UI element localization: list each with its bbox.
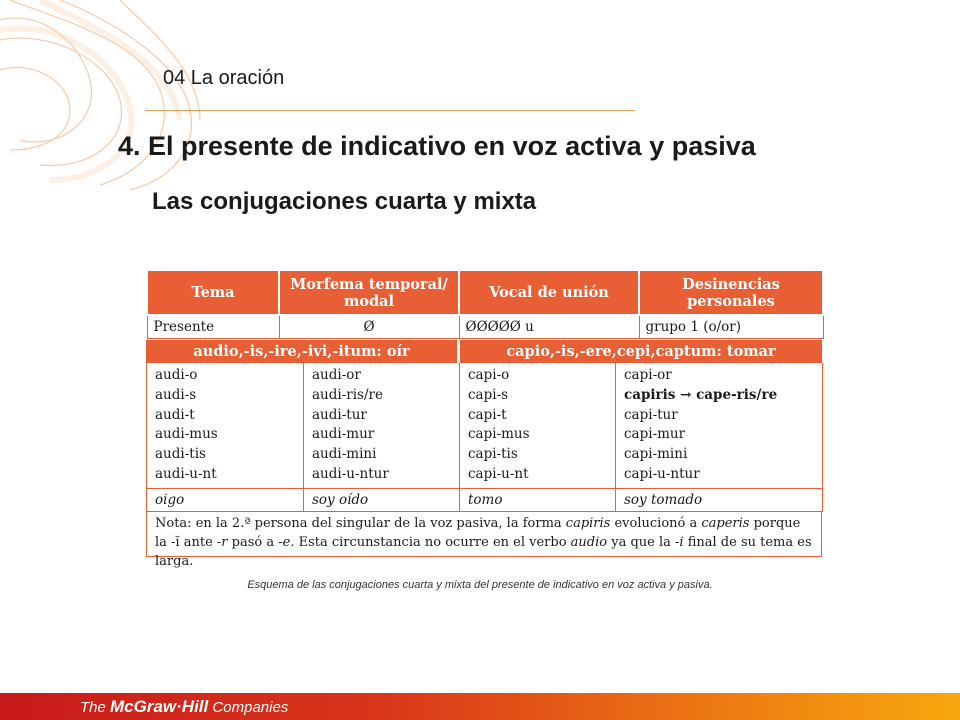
note-text: Nota: en la 2.ª persona del singular de la voz pasiva, la forma — [155, 515, 566, 531]
note-text: ya que la — [607, 534, 676, 550]
note-text: pasó a — [227, 534, 279, 550]
note-term: audio — [570, 534, 608, 550]
page-subtitle: Las conjugaciones cuarta y mixta — [152, 188, 537, 215]
col-audi-passive — [304, 363, 460, 488]
list-item: capi-tis — [468, 446, 518, 463]
note-text: . Esta circunstancia no ocurre en el verbo — [290, 534, 571, 550]
list-item: audi-or — [312, 367, 361, 383]
list-item: capi-tur — [624, 406, 678, 423]
header-cell-vocal: Vocal de unión — [459, 270, 639, 315]
present-cell-vocal: ØØØØØ u — [459, 315, 639, 339]
list-item: capi-u-ntur — [624, 465, 700, 482]
section-label: 04 La oración — [163, 67, 285, 89]
page-title: 4. El presente de indicativo en voz activa y pasiva — [118, 131, 756, 161]
note-text: evolucionó a — [610, 515, 702, 531]
conjugation-forms-table — [146, 363, 823, 512]
list-item: audi-u-nt — [155, 465, 217, 482]
list-item: capi-or — [624, 367, 672, 383]
list-item: capi-o — [468, 367, 510, 383]
note-term: -r — [216, 534, 228, 550]
list-item: capi-mur — [624, 426, 686, 443]
header-cell-tema: Tema — [147, 270, 279, 315]
col-capi-active — [460, 363, 616, 488]
verb-band-capio: capio,-is,-ere,cepi,captum: tomar — [460, 340, 822, 363]
list-item: audi-tur — [312, 406, 367, 423]
table-row — [147, 363, 823, 488]
note-text: final de su tema es larga. — [155, 534, 812, 569]
list-item-highlight: capiris → cape-ris/re — [624, 386, 778, 403]
verb-band — [146, 340, 822, 363]
note-term: caperis — [701, 515, 750, 531]
brand-prefix: The — [80, 699, 111, 716]
header-cell-morfema: Morfema temporal/ modal — [279, 270, 459, 315]
list-item: audi-mur — [312, 426, 375, 443]
list-item: capi-mus — [468, 426, 530, 443]
list-item: audi-u-ntur — [312, 465, 389, 482]
list-item: audi-t — [155, 406, 195, 423]
footer-bar — [0, 693, 960, 720]
header-cell-desinencias: Desinencias personales — [639, 270, 823, 315]
list-item: audi-mus — [155, 426, 218, 443]
list-item: audi-o — [155, 367, 198, 383]
verb-band-audio: audio,-is,-ire,-ivi,-itum: oír — [146, 340, 457, 363]
list-item: capi-s — [468, 386, 509, 403]
list-item: audi-mini — [312, 446, 377, 463]
present-row — [147, 315, 823, 339]
note-term: capiris — [565, 515, 611, 531]
present-cell-tema: Presente — [147, 315, 279, 339]
brand-name: McGraw·Hill — [110, 697, 209, 716]
translation-cell: soy tomado — [616, 488, 823, 511]
header-divider — [145, 110, 635, 111]
list-item: audi-s — [155, 386, 197, 403]
brand-suffix: Companies — [208, 699, 289, 716]
brand-logo — [80, 697, 288, 717]
list-item: audi-tis — [155, 446, 206, 463]
list-item: capi-t — [468, 406, 507, 423]
list-item: audi-ris/re — [312, 386, 383, 403]
present-cell-desinencias: grupo 1 (o/or) — [639, 315, 823, 339]
col-audi-active — [147, 363, 304, 488]
conjugation-table — [146, 269, 822, 569]
translation-cell: oigo — [147, 488, 304, 511]
col-capi-passive — [616, 363, 823, 488]
list-item: capi-u-nt — [468, 465, 529, 482]
note-text: porque la -ĭ ante — [155, 515, 801, 550]
note-term: -e — [278, 534, 291, 550]
figure-caption: Esquema de las conjugaciones cuarta y mixta del presente de indicativo en voz activa y pasiva. — [247, 579, 713, 591]
table-header-row — [147, 270, 823, 315]
conjugation-header-table — [146, 269, 824, 339]
translation-cell: soy oído — [304, 488, 460, 511]
list-item: capi-mini — [624, 446, 688, 463]
present-cell-morfema: Ø — [279, 315, 459, 339]
translation-row — [147, 488, 823, 511]
table-note — [146, 512, 822, 569]
translation-cell: tomo — [460, 488, 616, 511]
note-term: -i — [675, 534, 684, 550]
